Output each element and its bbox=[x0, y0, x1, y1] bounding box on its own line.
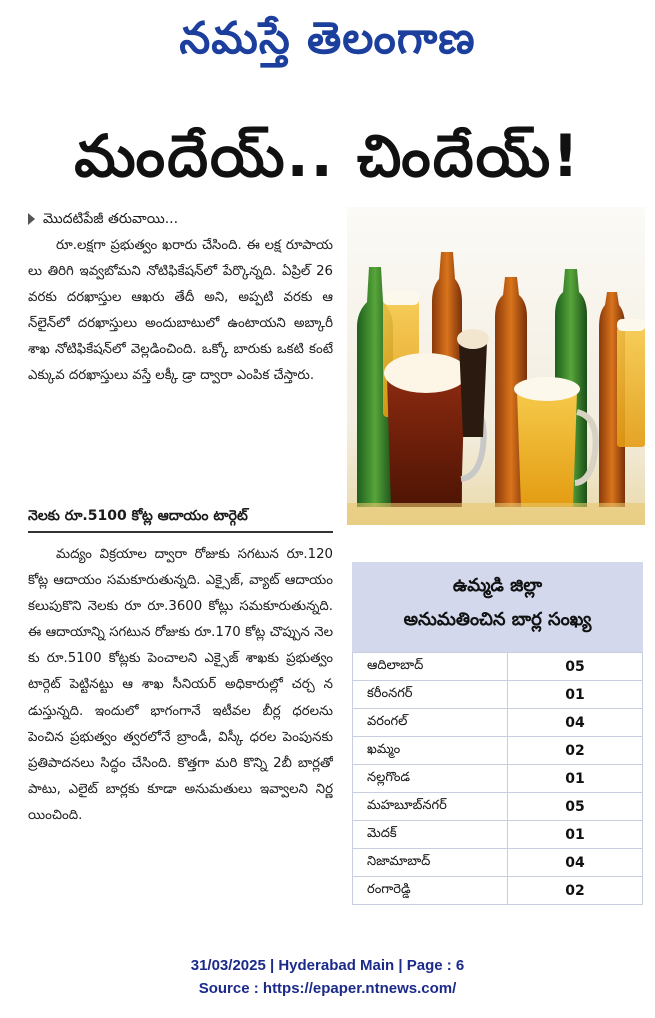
table-row bbox=[353, 765, 643, 793]
continued-label: మొదటిపేజీ తరువాయి... bbox=[43, 211, 179, 227]
continued-from-front-page[interactable] bbox=[28, 208, 328, 230]
district-cell: రంగారెడ్డి bbox=[353, 877, 508, 905]
masthead-logo: నమస్తే తెలంగాణ bbox=[179, 13, 476, 64]
bar-count-cell: 01 bbox=[508, 821, 643, 849]
article-paragraph-2: మద్యం విక్రయాల ద్వారా రోజుకు సగటున రూ.120 కోట్ల ఆదాయం సమకూరుతున్నది. ఎక్సైజ్, వ్యాట్ ఆదాయం కలుపుకొని నెలకు రూ రూ.3600 కోట్లు సమకూరుతున్నది. ఈ ఆదాయాన్ని సగటున రోజుకు రూ.170 కోట్ల చొప్పున నెలకు రూ.5100 కోట్లకు పెంచాలని ఎక్సైజ్ శాఖకు ప్రభుత్వం టార్గెట్ పెట్టినట్టు ఆ శాఖ సీనియర్ అధికారుల్లో చర్చ నడుస్తున్నది. ఇందులో భాగంగానే ఇటీవల బీర్ల ధరలను పెంచిన ప్రభుత్వం త్వరలోనే బ్రాండీ, విస్కీ ధరల పెంపునకు ప్రతిపాదనలు సిద్ధం చేసింది. కొత్తగా మరి కొన్ని 2బీ బార్లతో పాటు, ఎలైట్ బార్లకు కూడా అనుమతులు ఇవ్వాలని నిర్ణయించింది. bbox=[28, 547, 333, 823]
bar-count-cell: 05 bbox=[508, 793, 643, 821]
bar-allotment-table bbox=[352, 562, 643, 929]
bar-count-cell: 05 bbox=[508, 653, 643, 681]
bar-count-cell: 02 bbox=[508, 737, 643, 765]
article-paragraph-1: రూ.లక్షగా ప్రభుత్వం ఖరారు చేసింది. ఈ లక్ష రూపాయలు తిరిగి ఇవ్వబోమని నోటిఫికేషన్‌లో పేర్కొన్నది. ఏప్రిల్ 26 వరకు దరఖాస్తుల ఆఖరు తేదీ అని, అప్పటి వరకు ఆన్‌లైన్‌లో దరఖాస్తులు అందుబాటులో ఉంటాయని అబ్కారీ శాఖ నోటిఫికేషన్‌లో వెల్లడించింది. ఒక్కో బారుకు ఒకటి కంటే ఎక్కువ దరఖాస్తులు వస్తే లక్కీ డ్రా ద్వారా ఎంపిక చేస్తారు. bbox=[28, 238, 333, 384]
table-title-line-2: అనుమతించిన బార్ల సంఖ్య bbox=[403, 609, 592, 630]
bar-count-cell: 02 bbox=[508, 877, 643, 905]
table-row bbox=[353, 709, 643, 737]
bar-count-cell: 01 bbox=[508, 765, 643, 793]
table-row bbox=[353, 821, 643, 849]
footer-source-link[interactable]: Source : https://epaper.ntnews.com/ bbox=[198, 980, 457, 997]
chevron-right-icon bbox=[28, 213, 35, 225]
footer-edition-info: 31/03/2025 | Hyderabad Main | Page : 6 bbox=[190, 957, 465, 974]
table-body bbox=[352, 652, 643, 905]
district-cell: ఆదిలాబాద్ bbox=[353, 653, 508, 681]
district-cell: మహబూబ్‌నగర్ bbox=[353, 793, 508, 821]
table-row bbox=[353, 681, 643, 709]
bar-count-cell: 04 bbox=[508, 849, 643, 877]
bar-count-cell: 04 bbox=[508, 709, 643, 737]
table-row bbox=[353, 653, 643, 681]
district-cell: మెదక్ bbox=[353, 821, 508, 849]
beer-bottles-photo bbox=[347, 207, 645, 525]
district-cell: ఖమ్మం bbox=[353, 737, 508, 765]
district-cell: నిజామాబాద్ bbox=[353, 849, 508, 877]
headline: మందేయ్.. చిందేయ్! bbox=[74, 122, 581, 190]
district-cell: కరీంనగర్ bbox=[353, 681, 508, 709]
table-row bbox=[353, 793, 643, 821]
district-cell: వరంగల్ bbox=[353, 709, 508, 737]
table-title bbox=[352, 562, 643, 652]
table-row bbox=[353, 849, 643, 877]
district-cell: నల్లగొండ bbox=[353, 765, 508, 793]
subheading-rule bbox=[28, 531, 333, 533]
bar-count-cell: 01 bbox=[508, 681, 643, 709]
table-row bbox=[353, 877, 643, 905]
subheading: నెలకు రూ.5100 కోట్ల ఆదాయం టార్గెట్ bbox=[28, 508, 248, 524]
table-title-line-1: ఉమ్మడి జిల్లా bbox=[452, 575, 543, 596]
table-row bbox=[353, 737, 643, 765]
